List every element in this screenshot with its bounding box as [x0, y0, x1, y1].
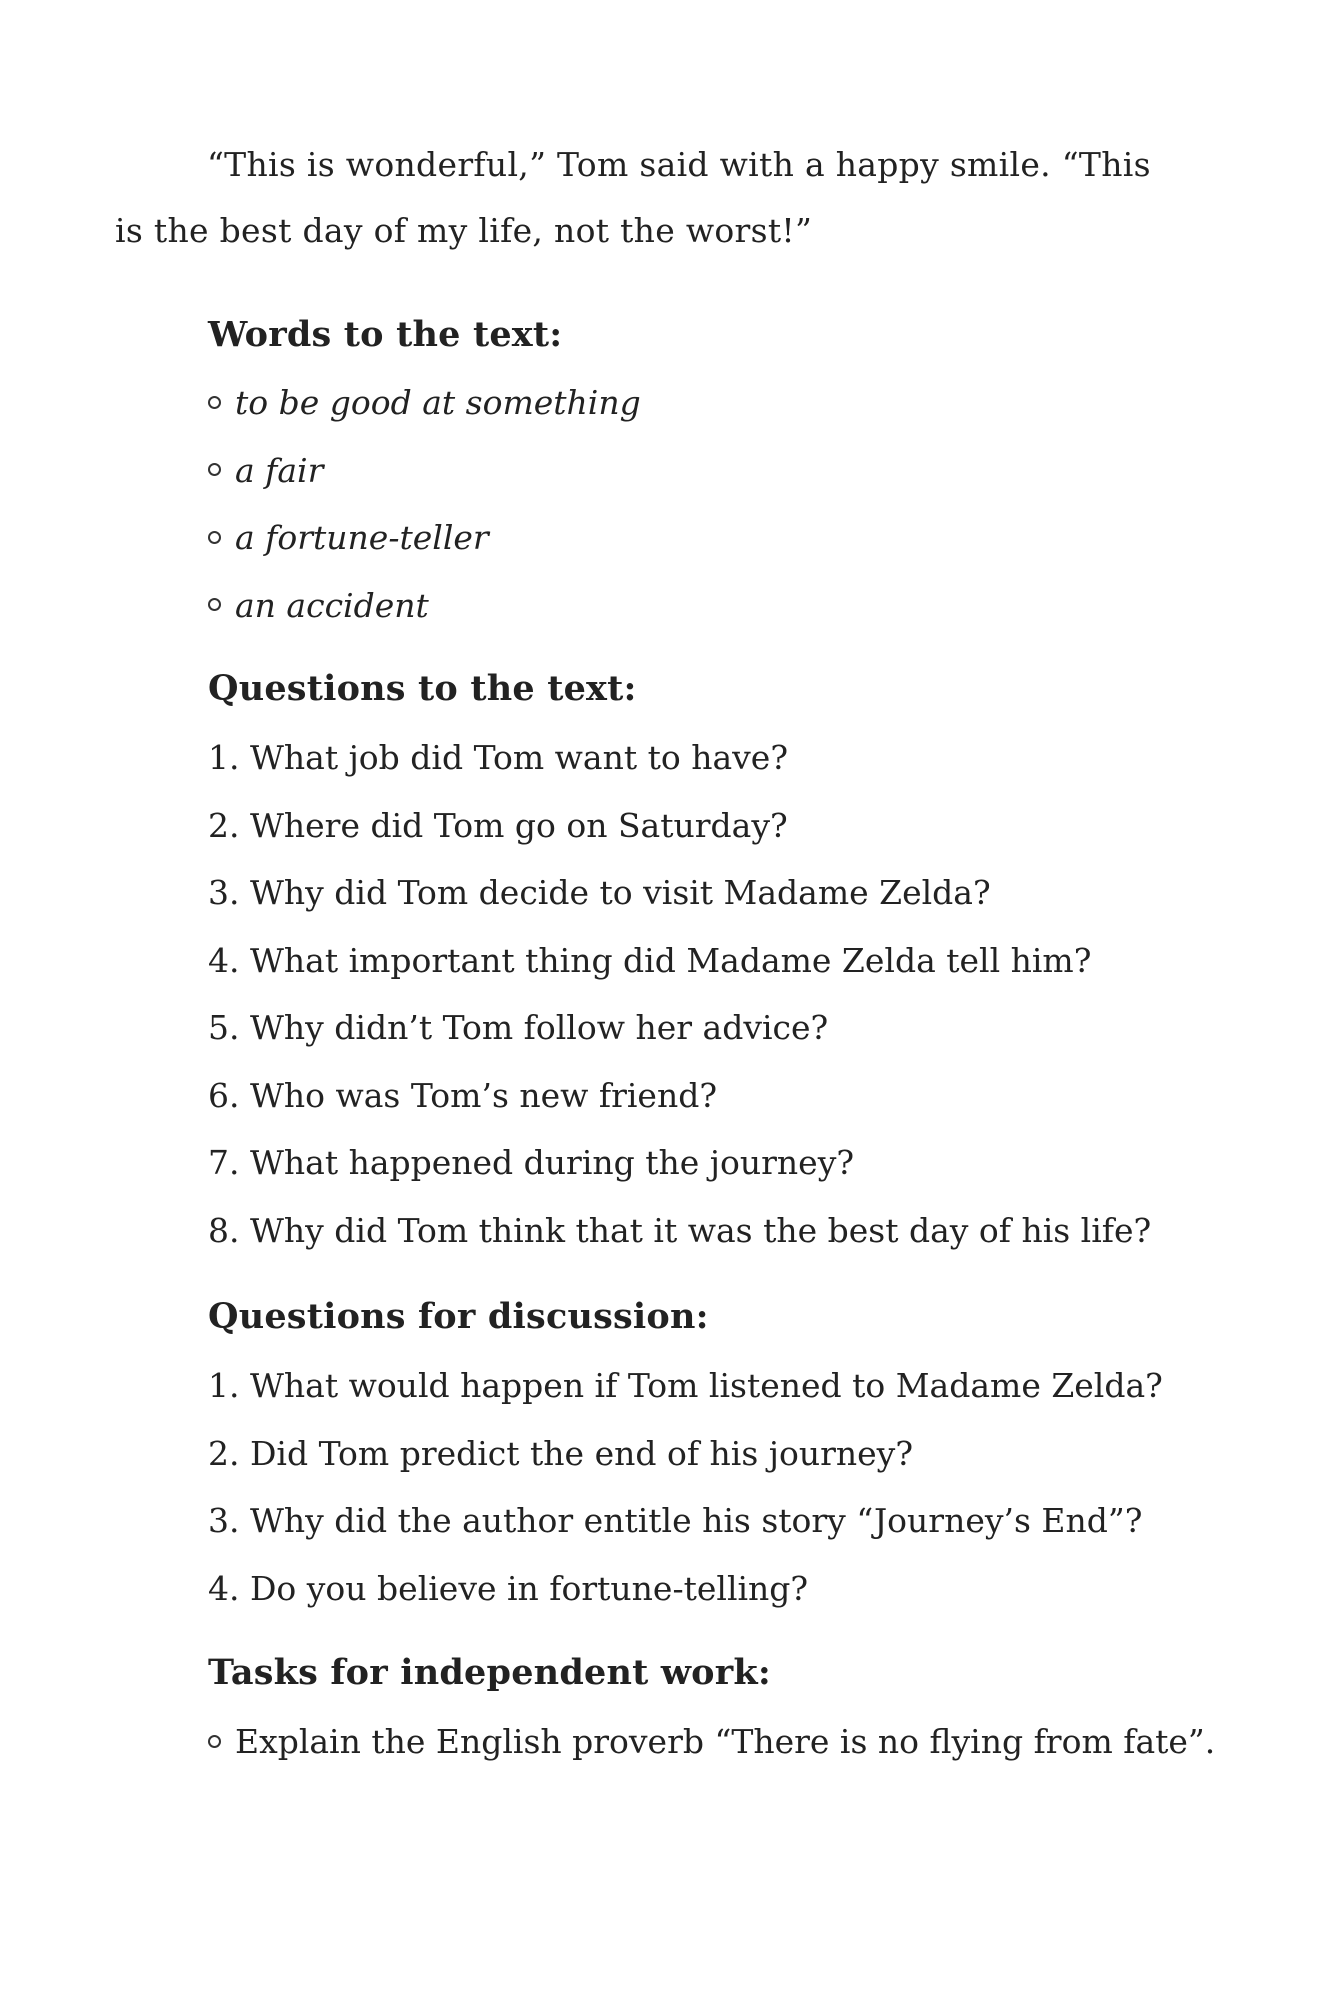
- list-item: 4. Do you believe in fortune-telling?: [208, 1568, 809, 1608]
- list-item: 2. Where did Tom go on Saturday?: [208, 805, 788, 845]
- list-item: 6. Who was Tom’s new friend?: [208, 1075, 718, 1115]
- tasks-heading: Tasks for independent work:: [208, 1652, 771, 1693]
- bullet-icon: [208, 396, 221, 409]
- list-item: 1. What job did Tom want to have?: [208, 738, 789, 777]
- words-list: [208, 383, 641, 653]
- intro-paragraph: [115, 132, 1151, 264]
- list-item: a fortune-teller: [208, 518, 641, 586]
- list-item: 1. What would happen if Tom listened to Madame Zelda?: [208, 1366, 1163, 1405]
- bullet-icon: [208, 463, 221, 476]
- bullet-icon: [208, 1735, 221, 1748]
- words-heading: Words to the text:: [208, 314, 563, 355]
- list-item: 3. Why did Tom decide to visit Madame Zelda?: [208, 873, 991, 912]
- intro-line-1: “This is wonderful,” Tom said with a happy smile. “This: [207, 145, 1151, 184]
- discussion-list: [208, 1366, 1163, 1636]
- list-item: Explain the English proverb “There is no flying from fate”.: [208, 1722, 1215, 1790]
- intro-line-2: is the best day of my life, not the worst!”: [115, 211, 813, 250]
- list-item: 5. Why didn’t Tom follow her advice?: [208, 1008, 829, 1047]
- bullet-icon: [208, 598, 221, 611]
- questions-heading: Questions to the text:: [208, 668, 637, 709]
- list-item: 8. Why did Tom think that it was the best day of his life?: [208, 1210, 1152, 1250]
- bullet-icon: [208, 531, 221, 544]
- list-item: a fair: [208, 451, 641, 519]
- list-item: to be good at something: [208, 383, 641, 451]
- tasks-list: [208, 1722, 1215, 1790]
- discussion-heading: Questions for discussion:: [208, 1296, 709, 1337]
- list-item: an accident: [208, 586, 641, 654]
- list-item: 2. Did Tom predict the end of his journey?: [208, 1433, 914, 1473]
- list-item: 7. What happened during the journey?: [208, 1143, 855, 1182]
- list-item: 3. Why did the author entitle his story “Journey’s End”?: [208, 1501, 1143, 1540]
- questions-list: [208, 738, 1151, 1278]
- list-item: 4. What important thing did Madame Zelda tell him?: [208, 940, 1092, 980]
